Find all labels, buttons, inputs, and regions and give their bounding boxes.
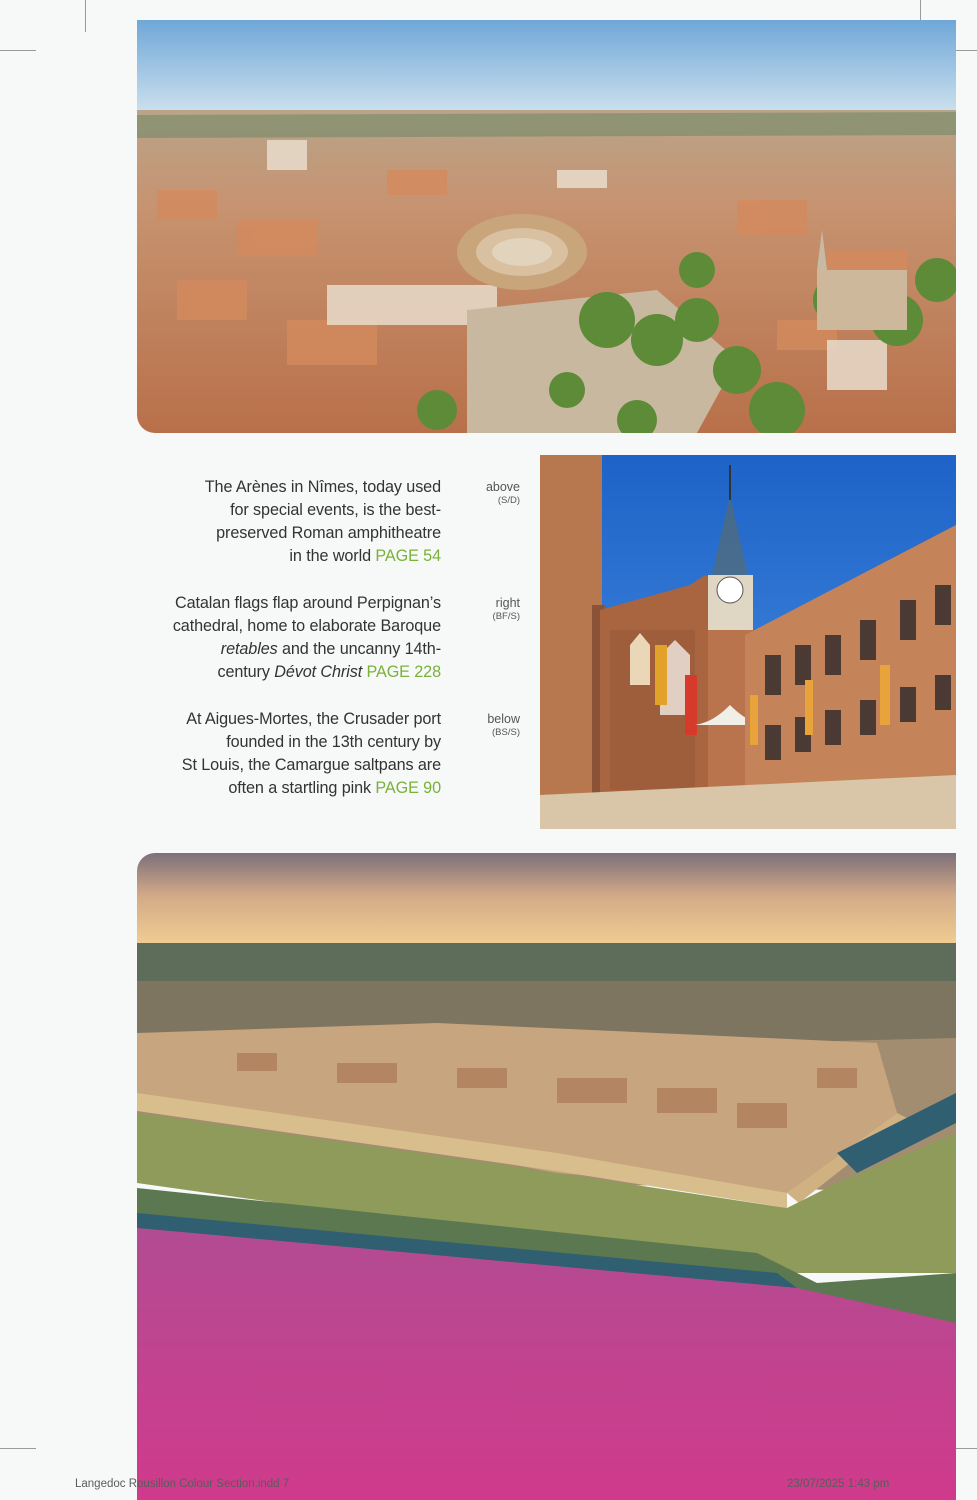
photo-locator	[458, 712, 520, 739]
caption-aigues-mortes: At Aigues-Mortes, the Crusader port founded in the 13th century by St Louis, the Camargue saltpans are often a startling pink PAGE 90	[181, 710, 441, 797]
page-reference-link[interactable]: PAGE 228	[366, 663, 441, 681]
slug-filename: Langedoc Rousillon Colour Section.indd 7	[75, 1478, 290, 1490]
photo-credit: (BF/S)	[492, 611, 520, 622]
page-reference-link[interactable]: PAGE 90	[375, 779, 441, 797]
photo-aigues-mortes	[137, 853, 956, 1500]
photo-credit: (BS/S)	[492, 727, 520, 738]
photo-locator	[458, 596, 520, 623]
crop-mark	[0, 50, 36, 51]
crop-mark	[0, 1448, 36, 1449]
photo-locator	[458, 480, 520, 507]
caption-nimes: The Arènes in Nîmes, today used for special events, is the best- preserved Roman amphitheatre in the world PAGE 54	[204, 478, 441, 565]
photo-nimes-arenes	[137, 20, 956, 433]
photo-credit: (S/D)	[497, 495, 520, 506]
locator-position: above	[485, 480, 520, 494]
crop-mark	[85, 0, 86, 32]
locator-position: right	[495, 596, 520, 610]
page-reference-link[interactable]: PAGE 54	[375, 547, 441, 565]
caption-perpignan: Catalan flags flap around Perpignan’s cathedral, home to elaborate Baroque retables and the uncanny 14th- century Dévot Christ PAGE 228	[172, 594, 441, 681]
slug-timestamp: 23/07/2025 1:43 pm	[787, 1478, 890, 1490]
locator-position: below	[487, 712, 520, 726]
photo-perpignan-cathedral	[540, 455, 956, 829]
